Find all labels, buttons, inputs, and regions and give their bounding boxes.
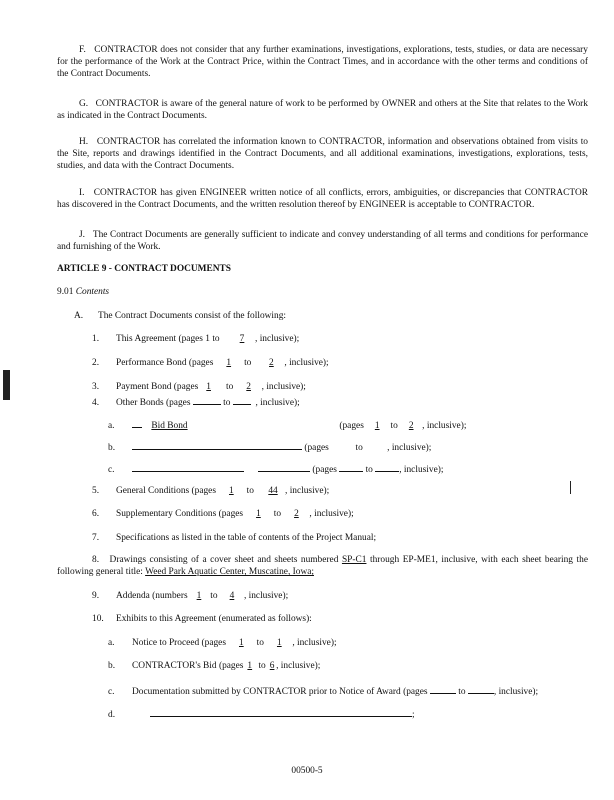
blank-field: [339, 462, 363, 472]
page-from: 1: [247, 661, 253, 671]
item-suffix: , inclusive);: [261, 382, 306, 392]
item-text: Performance Bond (pages: [116, 358, 214, 368]
section-number: 9.01: [57, 287, 74, 297]
intro-label: A.: [74, 311, 84, 321]
item-suffix: , inclusive);: [255, 398, 300, 408]
drawing-title: Weed Park Aquatic Center, Muscatine, Iowa;: [145, 567, 314, 578]
intro-text: The Contract Documents consist of the following:: [98, 311, 286, 321]
item-7: [92, 532, 376, 544]
item-text: Supplementary Conditions (pages: [116, 509, 244, 519]
item-suffix: , inclusive);: [493, 687, 539, 697]
to-word: to: [355, 443, 363, 453]
item-text: General Conditions (pages: [116, 486, 216, 496]
item-text: Documentation submitted by CONTRACTOR prior to Notice of Award (pages: [132, 687, 428, 697]
blank-field: [193, 395, 221, 405]
page-from: 1: [205, 334, 210, 344]
item-text: (pages: [339, 421, 364, 431]
to-word: to: [244, 358, 252, 368]
paragraph-g: G. CONTRACTOR is aware of the general nature of work to be performed by OWNER and others at the Site that relates to the Work as indicated in the Contract Documents.: [57, 99, 588, 122]
section-heading: [57, 286, 109, 298]
change-bar: [570, 481, 571, 494]
page-from: 1: [374, 421, 380, 431]
scan-mark: [3, 370, 10, 400]
item-10c: [108, 684, 538, 698]
page-to: 1: [276, 638, 282, 648]
section-title: Contents: [75, 287, 110, 297]
item-suffix: , inclusive);: [276, 661, 321, 671]
item-number: 7.: [92, 533, 100, 543]
item-8: [57, 554, 588, 578]
item-10d: [108, 707, 415, 721]
item-suffix: , inclusive);: [399, 465, 444, 475]
item-text: Other Bonds (pages: [116, 398, 191, 408]
item-4b: [108, 440, 431, 454]
blank-field: [430, 684, 456, 694]
item-suffix: ;: [412, 710, 415, 720]
item-letter: b.: [108, 661, 116, 671]
item-2: [92, 357, 329, 369]
item-letter: c.: [108, 687, 115, 697]
blank-field: [132, 462, 244, 472]
item-1: [92, 333, 299, 345]
page-from: 1: [228, 486, 234, 496]
to-word: to: [390, 421, 398, 431]
item-number: 1.: [92, 334, 100, 344]
through-word: through: [369, 555, 400, 565]
item-number: 4.: [92, 398, 100, 408]
item-suffix: , inclusive);: [387, 443, 432, 453]
item-text: Specifications as listed in the table of contents of the Project Manual;: [116, 533, 377, 543]
page-to: 7: [239, 334, 245, 344]
bond-name: Bid Bond: [151, 421, 188, 431]
item-number: 3.: [92, 382, 100, 392]
sheet-from: SP-C1: [341, 555, 367, 565]
number-to: 4: [229, 591, 235, 601]
item-text: Addenda (numbers: [116, 591, 188, 601]
item-4: [92, 395, 300, 409]
item-suffix: , inclusive);: [309, 509, 354, 519]
item-suffix: , inclusive);: [243, 591, 289, 601]
paragraph-h: H. CONTRACTOR has correlated the information known to CONTRACTOR, information and observations obtained from visits to the Site, reports and drawings identified in the Contract Documents, and all additional examinations, investigations, explorations, tests, studies, and data with the Contract Documents.: [57, 137, 588, 172]
to-word: to: [256, 638, 264, 648]
item-10: [92, 613, 312, 625]
item-suffix: , inclusive, with each sheet bearing the following general title:: [57, 555, 588, 578]
item-number: 5.: [92, 486, 100, 496]
item-number: 6.: [92, 509, 100, 519]
to-word: to: [223, 398, 231, 408]
item-letter: a.: [108, 638, 115, 648]
to-word: to: [258, 661, 266, 671]
item-10a: [108, 637, 337, 649]
blank-field: [468, 684, 494, 694]
to-word: to: [246, 486, 254, 496]
to-word: to: [210, 591, 218, 601]
item-letter: d.: [108, 710, 116, 720]
to-word: to: [273, 509, 282, 519]
item-5: [92, 485, 329, 497]
page-to: 2: [246, 382, 251, 392]
item-suffix: , inclusive);: [284, 358, 329, 368]
page-to: 2: [408, 421, 414, 431]
item-text: Drawings consisting of a cover sheet and sheets numbered: [109, 555, 339, 565]
page-from: 1: [226, 358, 232, 368]
page-from: 1: [256, 509, 261, 519]
item-9: [92, 590, 288, 602]
to-word: to: [226, 382, 234, 392]
item-number: 10.: [92, 614, 104, 624]
blank-field: [150, 707, 412, 717]
item-suffix: , inclusive);: [285, 486, 330, 496]
item-text: This Agreement (pages: [116, 334, 203, 344]
number-from: 1: [196, 591, 202, 601]
item-letter: a.: [108, 421, 115, 431]
article-heading: ARTICLE 9 - CONTRACT DOCUMENTS: [57, 264, 231, 274]
item-suffix: , inclusive);: [292, 638, 337, 648]
page-to: 2: [269, 358, 274, 368]
item-text: Payment Bond (pages: [116, 382, 199, 392]
blank-field: [132, 440, 302, 450]
item-4c: [108, 462, 443, 476]
item-text: (pages: [312, 465, 337, 475]
sheet-to: EP-ME1: [402, 555, 436, 565]
page-footer: 00500-5: [291, 766, 323, 776]
intro-line: [74, 310, 286, 322]
blank-field: [233, 395, 251, 405]
item-letter: b.: [108, 443, 116, 453]
page-from: 1: [206, 382, 211, 392]
item-6: [92, 508, 354, 520]
blank-field: [132, 418, 142, 428]
page-to: 2: [294, 509, 299, 519]
to-word: to: [458, 687, 466, 697]
item-suffix: , inclusive);: [255, 334, 300, 344]
item-text: (pages: [304, 443, 329, 453]
page-from: 1: [238, 638, 244, 648]
paragraph-i: I. CONTRACTOR has given ENGINEER written notice of all conflicts, errors, ambiguities, or discrepancies that CONTRACTOR has discovered in the Contract Documents, and the written resolution thereof by ENGINEER is acceptable to CONTRACTOR.: [57, 188, 588, 211]
item-text: Notice to Proceed (pages: [132, 638, 226, 648]
item-10b: [108, 660, 320, 672]
to-word: to: [365, 465, 373, 475]
item-suffix: , inclusive);: [422, 421, 467, 431]
item-letter: c.: [108, 465, 115, 475]
paragraph-f: F. CONTRACTOR does not consider that any further examinations, investigations, explorations, tests, studies, or data are necessary for the performance of the Work at the Contract Price, within the Contract Times, and in accordance with the other terms and conditions of the Contract Documents.: [57, 45, 588, 80]
item-number: 8.: [92, 555, 100, 565]
item-number: 9.: [92, 591, 100, 601]
item-3: [92, 381, 306, 393]
to-word: to: [212, 334, 220, 344]
item-4a: [108, 418, 466, 432]
page-to: 44: [268, 486, 278, 496]
item-text: Exhibits to this Agreement (enumerated as follows):: [116, 614, 312, 624]
blank-field: [258, 462, 310, 472]
paragraph-j: J. The Contract Documents are generally sufficient to indicate and convey understanding of all terms and conditions for performance and furnishing of the Work.: [57, 230, 588, 253]
item-number: 2.: [92, 358, 100, 368]
blank-field: [375, 462, 399, 472]
item-text: CONTRACTOR's Bid (pages: [132, 661, 244, 671]
page-to: 6: [269, 661, 275, 671]
